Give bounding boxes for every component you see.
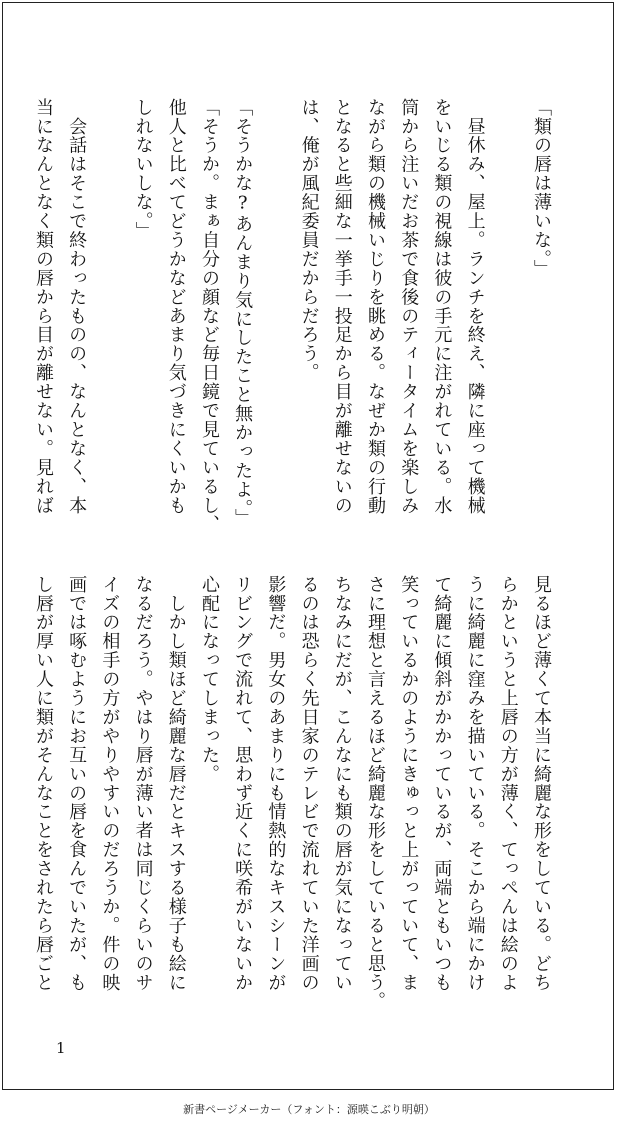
upper-text-block: 「類の唇は薄いな。」 昼休み、屋上。ランチを終え、隣に座って機械 をいじる類の視線は彼の手元に注がれている。水 筒から注いだお茶で食後のティータイムを楽しみ ながら類の機械いじりを眺める。なぜか類の行動 となると些細な一挙手一投足から目が離せないの は、俺が風紀委員だからだろう。 「そうかな?あんまり気にしたこと無かったよ。」 「そうか。まぁ自分の顔など毎日鏡で見ているし、 他人と比べてどうかなどあまり気づきにくいかも しれないしな。」 会話はそこで終わったものの、なんとなく、本 当になんとなく類の唇から目が離せない。見れば <box>32 98 552 534</box>
lower-text-block: 見るほど薄くて本当に綺麗な形をしている。どち らかというと上唇の方が薄く、てっぺんは絵のよ うに綺麗に窪みを描いている。そこから端にかけ て綺麗に傾斜がかかっているが、両端ともいつも 笑っているかのようにきゅっと上がっていて、ま さに理想と言えるほど綺麗な形をしていると思う。 ちなみにだが、こんなにも類の唇が気になってい るのは恐らく先日家のテレビで流れていた洋画の 影響だ。男女のあまりにも情熱的なキスシーンが リビングで流れて、思わず近くに咲希がいないか 心配になってしまった。 しかし類ほど綺麗な唇だとキスする様子も絵に なるだろう。やはり唇が薄い者は同じくらいのサ イズの相手の方がやりやすいのだろうか。件の映 画では啄むようにお互いの唇を食んでいたが、も し唇が厚い人に類がそんなことをされたら唇ごと <box>32 575 552 1011</box>
manuscript-page <box>2 2 614 1090</box>
page-number: 1 <box>56 1039 66 1057</box>
generator-credit: 新書ページメーカー（フォント：源暎こぶり明朝） <box>183 1103 435 1116</box>
